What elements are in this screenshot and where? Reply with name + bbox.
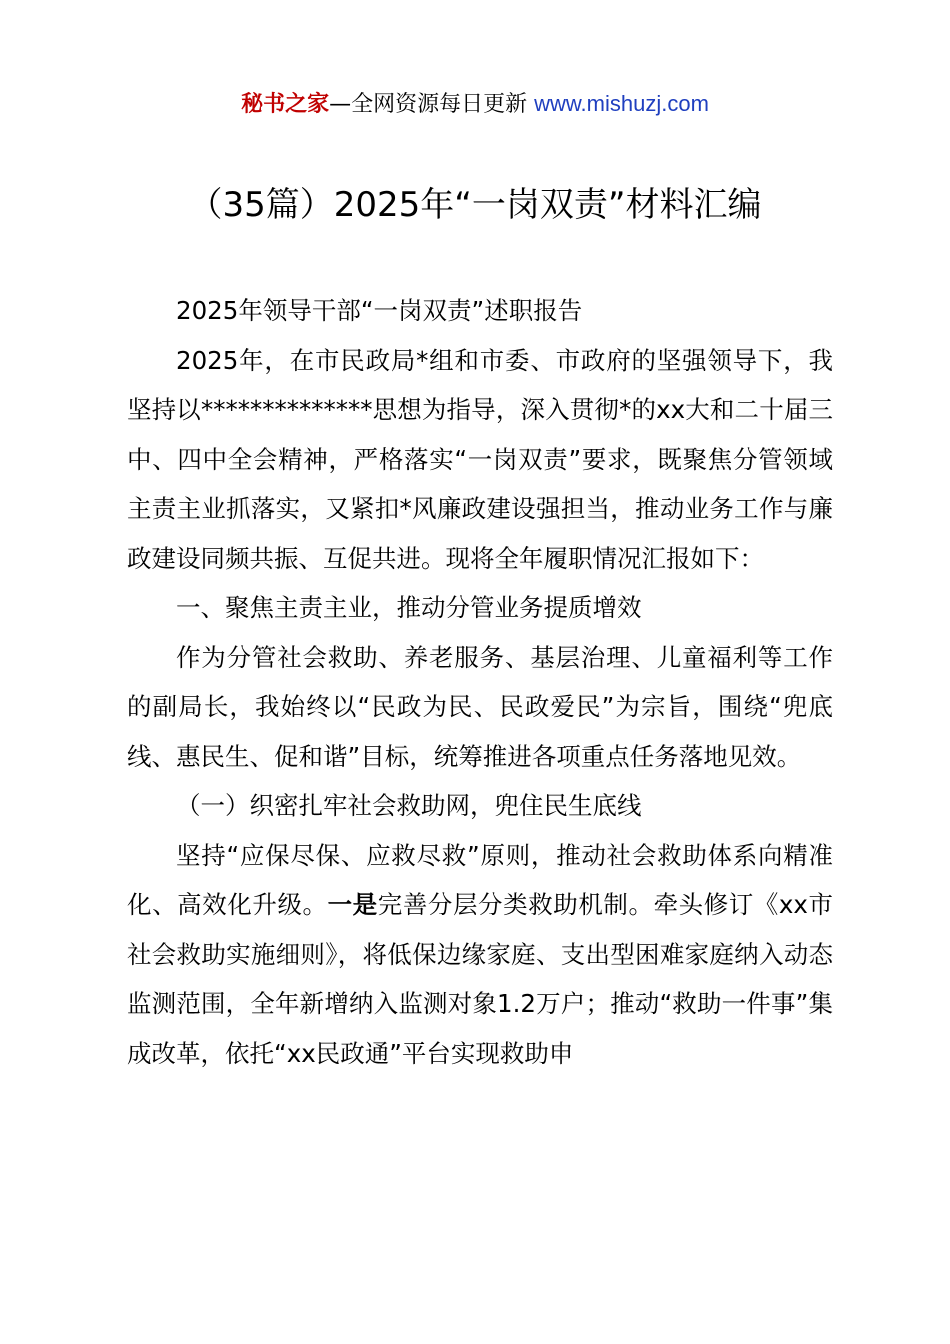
section-heading-1: 一、聚焦主责主业，推动分管业务提质增效 [176, 593, 642, 622]
site-header [0, 88, 950, 121]
brand-name: 秘书之家 [241, 92, 330, 117]
paragraph-relief [127, 831, 833, 1079]
report-title: 2025年领导干部“一岗双责”述职报告 [176, 296, 583, 325]
header-tagline: —全网资源每日更新 [329, 92, 535, 117]
paragraph-section1: 作为分管社会救助、养老服务、基层治理、儿童福利等工作的副局长，我始终以“民政为民、民政爱民”为宗旨，围绕“兜底线、惠民生、促和谐”目标，统筹推进各项重点任务落地见效。 [127, 642, 833, 771]
site-url-link[interactable]: www.mishuzj.com [534, 91, 709, 116]
point-marker-first: 一是 [327, 890, 378, 919]
paragraph-relief-lead: 坚持“应保尽保、应救尽救”原则，推动社会救助体系向精准化、高效化升级。 [127, 840, 833, 919]
paragraph-intro: 2025年，在市民政局*组和市委、市政府的坚强领导下，我坚持以**************思想为指导，深入贯彻*的xx大和二十届三中、四中全会精神，严格落实“一岗双责”要求，既聚焦分管领域主责主业抓落实，又紧扣*风廉政建设强担当，推动业务工作与廉政建设同频共振、互促共进。现将全年履职情况汇报如下： [127, 345, 833, 573]
paragraph-relief-rest: 完善分层分类救助机制。牵头修订《xx市社会救助实施细则》，将低保边缘家庭、支出型困难家庭纳入动态监测范围，全年新增纳入监测对象1.2万户；推动“救助一件事”集成改革，依托“xx民政通”平台实现救助申 [127, 890, 834, 1068]
subsection-heading-1: （一）织密扎牢社会救助网，兜住民生底线 [176, 791, 642, 820]
document-title: （35篇）2025年“一岗双责”材料汇编 [188, 185, 762, 225]
document-body [127, 286, 833, 1078]
